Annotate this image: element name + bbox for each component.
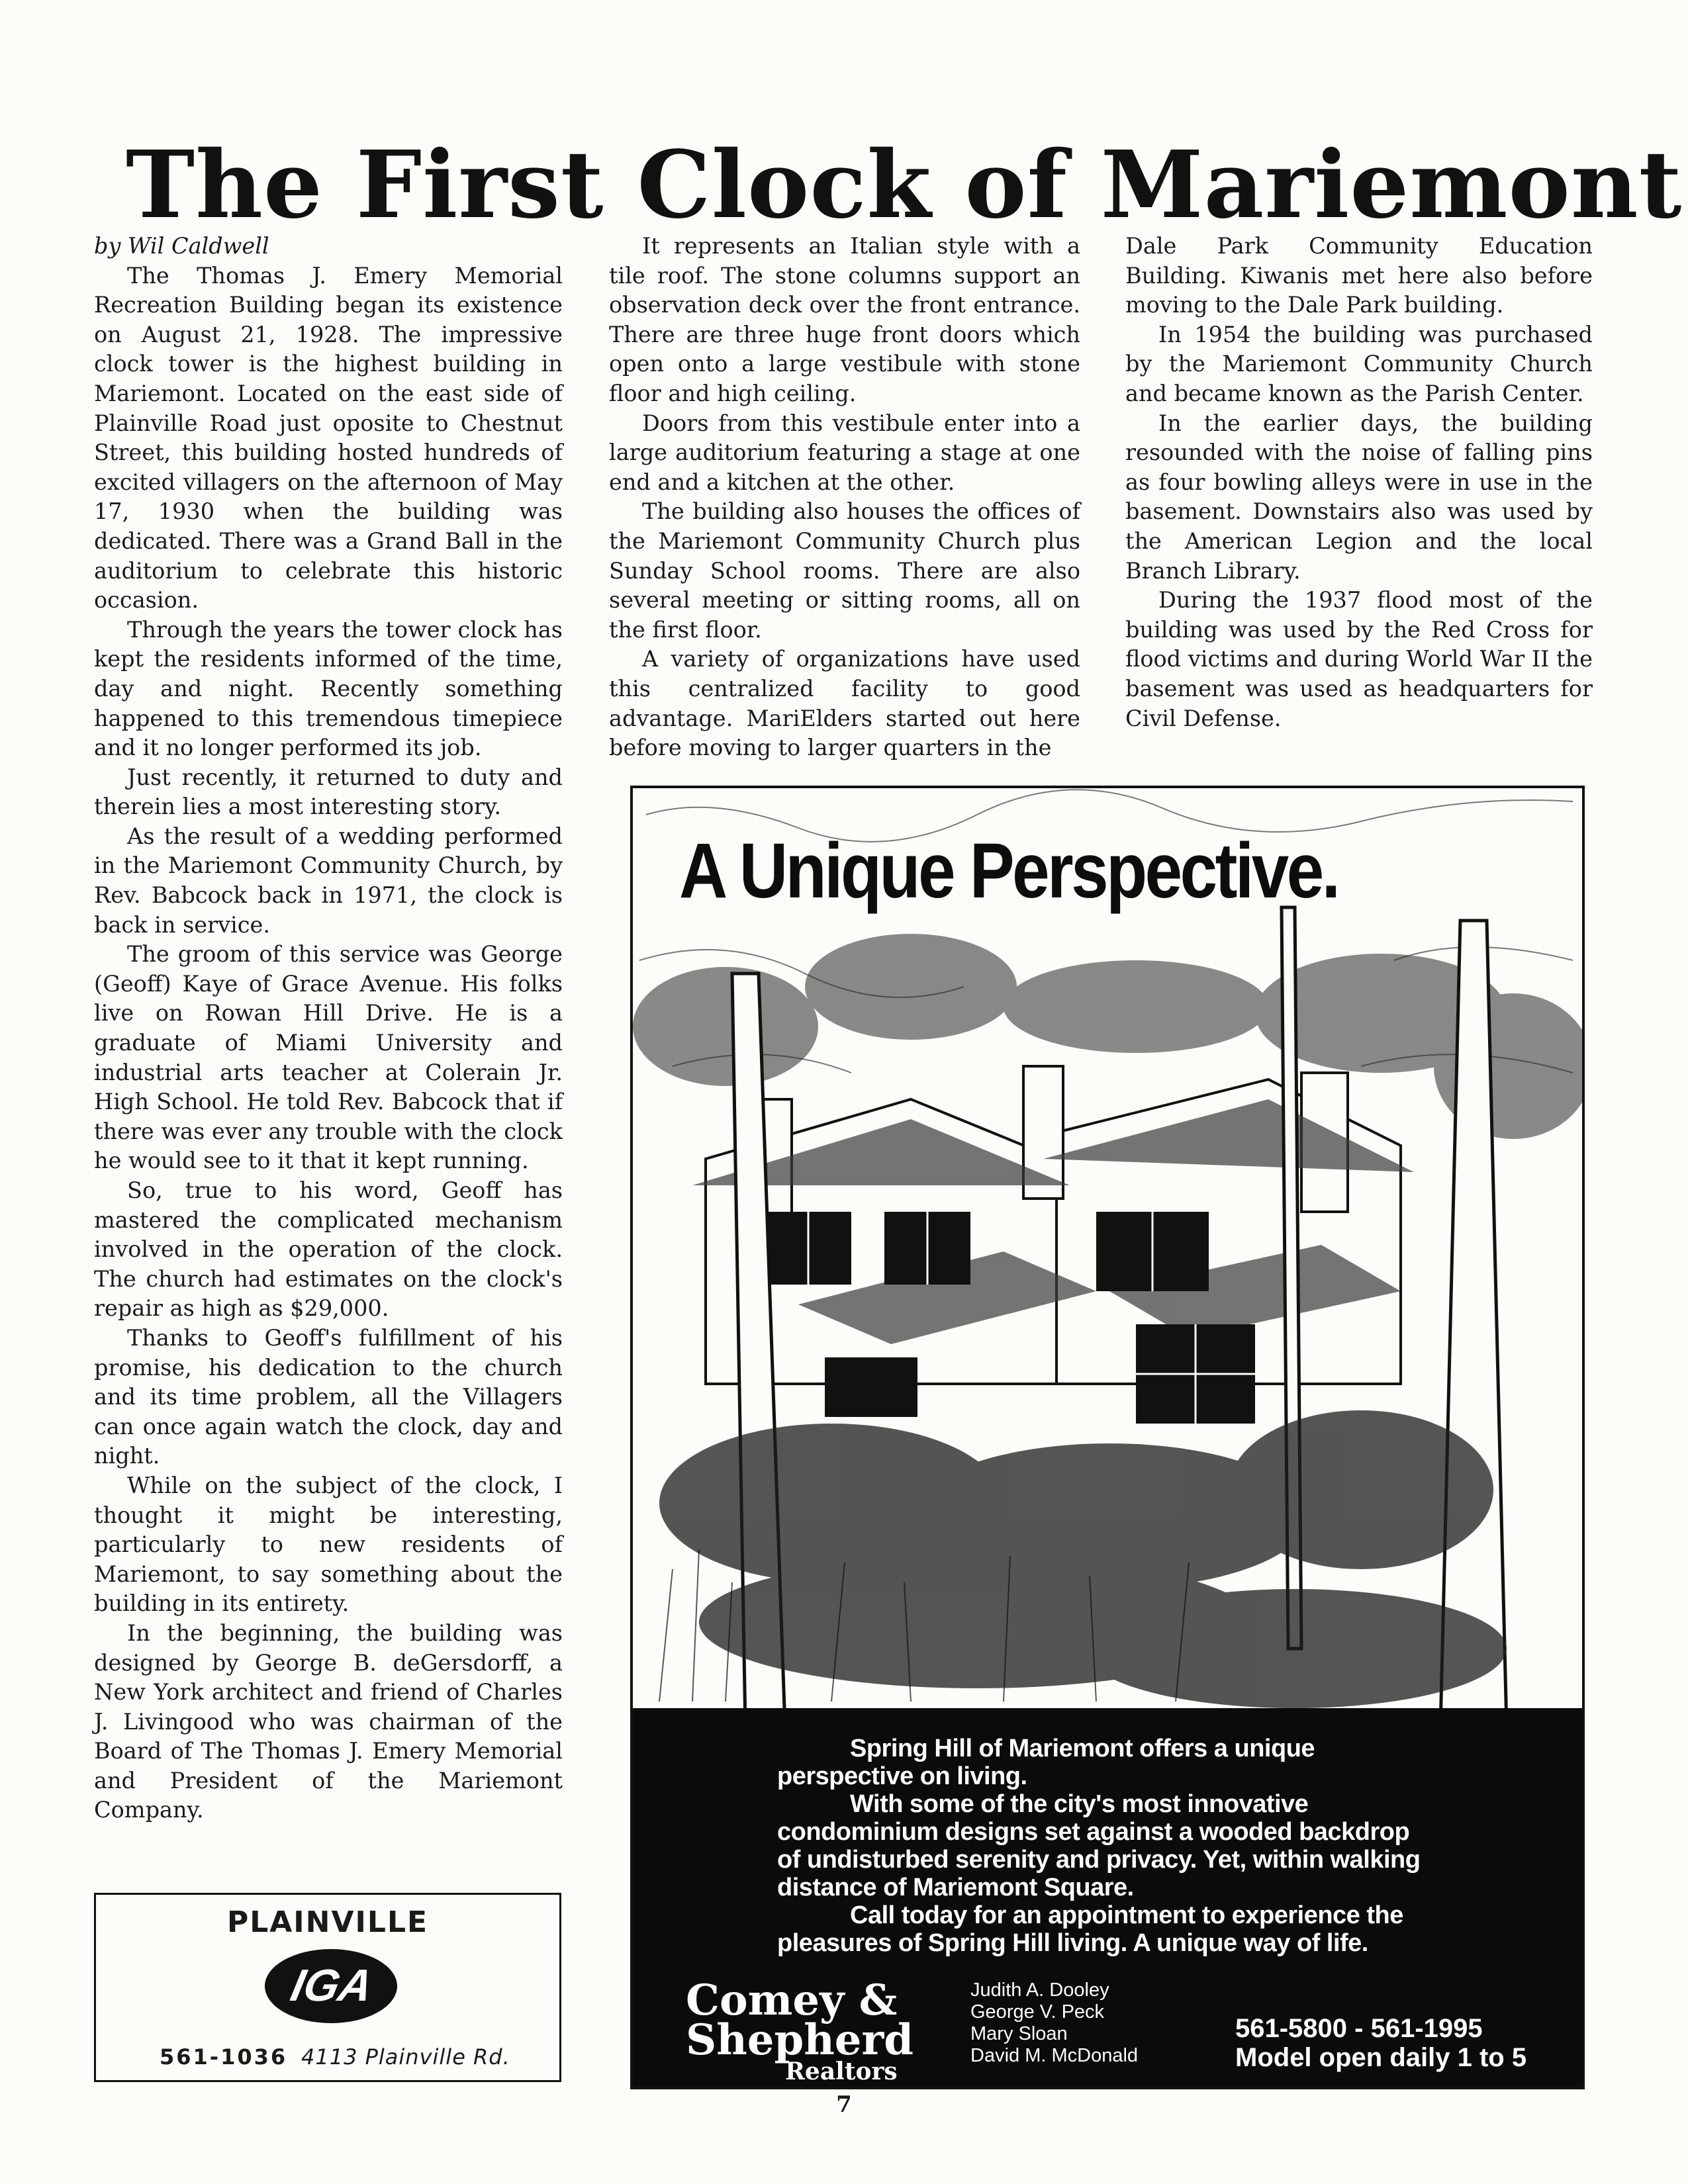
paragraph: Dale Park Community Education Building. Kiwanis met here also before moving to the Dale Park building. bbox=[1125, 233, 1593, 318]
realtor-name-line2: Shepherd bbox=[686, 2015, 914, 2065]
article-column-3 bbox=[1125, 232, 1593, 733]
ad-contact bbox=[1235, 2014, 1526, 2072]
paragraph: It represents an Italian style with a tile roof. The stone columns support an observation deck over the front entrance. There are three huge front doors which open onto a large vestibule with stone floor and high ceiling. bbox=[609, 233, 1080, 406]
paragraph: Thanks to Geoff's fulfillment of his promise, his dedication to the church and its time problem, all the Villagers can once again watch the clock, day and night. bbox=[94, 1324, 563, 1469]
realtor-name-line3: Realtors bbox=[785, 2058, 898, 2085]
iga-advertisement bbox=[94, 1893, 561, 2082]
ad-body-text bbox=[777, 1735, 1439, 1957]
ad-body-paragraph: With some of the city's most innovative condominium designs set against a wooded backdrop of undisturbed serenity and privacy. Yet, within walking distance of Mariemont Square. bbox=[777, 1790, 1421, 1901]
paragraph: Doors from this vestibule enter into a large auditorium featuring a stage at one end and a kitchen at the other. bbox=[609, 410, 1080, 495]
paragraph: The groom of this service was George (Geoff) Kaye of Grace Avenue. His folks live on Rowan Hill Drive. He is a graduate of Miami University and industrial arts teacher at Colerain Jr. High School. He told Rev. Babcock that if there was ever any trouble with the clock he would see to it that it kept running. bbox=[94, 941, 563, 1174]
paragraph: As the result of a wedding performed in the Mariemont Community Church, by Rev. Babcock back in 1971, the clock is back in service. bbox=[94, 823, 563, 938]
paragraph: In the earlier days, the building resounded with the noise of falling pins as four bowling alleys were in use in the basement. Downstairs also was used by the American Legion and the local Branch Library. bbox=[1125, 410, 1593, 584]
ad-body-paragraph: Spring Hill of Mariemont offers a unique perspective on living. bbox=[777, 1735, 1315, 1790]
agent-name: Mary Sloan bbox=[970, 2023, 1068, 2044]
ad-phone: 561-5800 - 561-1995 bbox=[1235, 2014, 1483, 2043]
paragraph: During the 1937 flood most of the building was used by the Red Cross for flood victims and during World War II the basement was used as headquarters for Civil Defense. bbox=[1125, 587, 1593, 731]
iga-address: 4113 Plainville Rd. bbox=[301, 2044, 510, 2070]
agent-name: Judith A. Dooley bbox=[970, 1979, 1109, 2001]
paragraph: In 1954 the building was purchased by the Mariemont Community Church and became known as the Parish Center. bbox=[1125, 321, 1593, 406]
iga-logo-text: IGA bbox=[286, 1960, 378, 2011]
byline: by Wil Caldwell bbox=[94, 233, 269, 259]
article-column-2 bbox=[609, 232, 1080, 763]
ad-text-panel bbox=[633, 1708, 1582, 2089]
agent-name: David M. McDonald bbox=[970, 2045, 1139, 2066]
agent-list bbox=[970, 1979, 1138, 2067]
article-column-1 bbox=[94, 232, 563, 1825]
iga-store-name: PLAINVILLE bbox=[226, 1905, 429, 1939]
paragraph: In the beginning, the building was designed by George B. deGersdorff, a New York architect and friend of Charles J. Livingood who was chairman of the Board of The Thomas J. Emery Memorial and President of the Mariemont Company. bbox=[94, 1619, 563, 1823]
iga-phone: 561-1036 bbox=[160, 2044, 288, 2070]
spring-hill-advertisement bbox=[630, 786, 1585, 2089]
article-title: The First Clock of Mariemont bbox=[126, 131, 1683, 240]
paragraph: While on the subject of the clock, I thought it might be interesting, particularly to new residents of Mariemont, to say something about the building in its entirety. bbox=[94, 1472, 563, 1617]
iga-logo-icon bbox=[261, 1946, 400, 2026]
paragraph: Through the years the tower clock has kept the residents informed of the time, day and night. Recently something happened to this tremendous timepiece and it no longer performed its job. bbox=[94, 616, 563, 761]
condominium-illustration bbox=[633, 788, 1582, 1728]
paragraph: A variety of organizations have used this centralized facility to good advantage. MariElders started out here before moving to larger quarters in the bbox=[609, 646, 1080, 761]
page-number: 7 bbox=[836, 2091, 852, 2118]
realtor-name-line1: Comey & bbox=[686, 1976, 898, 2025]
paragraph: So, true to his word, Geoff has mastered the complicated mechanism involved in the operation of the clock. The church had estimates on the clock's repair as high as $29,000. bbox=[94, 1177, 563, 1322]
paragraph: Just recently, it returned to duty and therein lies a most interesting story. bbox=[94, 764, 563, 820]
paragraph: The building also houses the offices of the Mariemont Community Church plus Sunday School rooms. There are also several meeting or sitting rooms, all on the first floor. bbox=[609, 498, 1080, 643]
ad-headline: A Unique Perspective. bbox=[679, 827, 1338, 915]
paragraph: The Thomas J. Emery Memorial Recreation Building began its existence on August 21, 1928. The impressive clock tower is the highest building in Mariemont. Located on the east side of Plainville Road just oposite to Chestnut Street, this building hosted hundreds of excited villagers on the afternoon of May 17, 1930 when the building was dedicated. There was a Grand Ball in the auditorium to celebrate this historic occasion. bbox=[94, 262, 563, 614]
ad-body-paragraph: Call today for an appointment to experience the pleasures of Spring Hill living. A unique way of life. bbox=[777, 1901, 1403, 1957]
agent-name: George V. Peck bbox=[970, 2001, 1105, 2023]
ad-hours: Model open daily 1 to 5 bbox=[1235, 2043, 1527, 2072]
realtor-logo bbox=[686, 1976, 914, 2085]
